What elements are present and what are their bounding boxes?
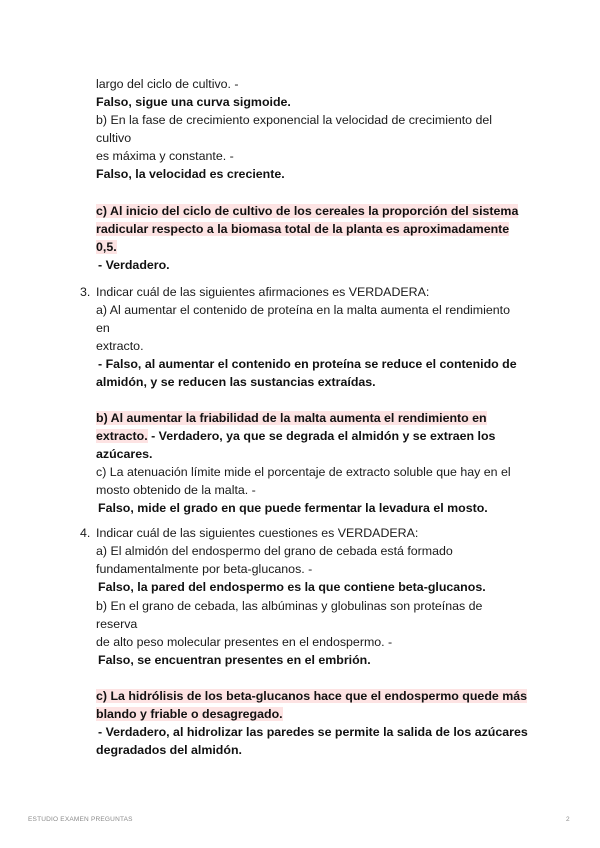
answer-line: azúcares. bbox=[96, 447, 153, 461]
correct-option-line bbox=[96, 220, 509, 238]
text-line: en bbox=[96, 321, 110, 335]
text-line: extracto. bbox=[96, 339, 144, 353]
answer-line: - Falso, al aumentar el contenido en proteína se reduce el contenido de bbox=[98, 357, 517, 371]
correct-option-line bbox=[96, 687, 527, 705]
text-line: de alto peso molecular presentes en el endospermo. - bbox=[96, 635, 393, 649]
text-line: es máxima y constante. - bbox=[96, 149, 234, 163]
highlight-span: c) La hidrólisis de los beta-glucanos hace que el endospermo quede más bbox=[96, 689, 528, 703]
footer-title: ESTUDIO EXAMEN PREGUNTAS bbox=[28, 816, 133, 823]
highlight-span: 0,5. bbox=[96, 240, 117, 254]
text-line: a) El almidón del endospermo del grano de cebada está formado bbox=[96, 544, 453, 558]
answer-line: Falso, mide el grado en que puede fermentar la levadura el mosto. bbox=[98, 501, 488, 515]
highlight-span: blando y friable o desagregado. bbox=[96, 707, 283, 721]
answer-line: Falso, la pared del endospermo es la que contiene beta-glucanos. bbox=[98, 580, 486, 594]
highlight-span: c) Al inicio del ciclo de cultivo de los cereales la proporción del sistema bbox=[96, 204, 519, 218]
question-number: 3. bbox=[80, 285, 91, 299]
text-line: b) En la fase de crecimiento exponencial la velocidad de crecimiento del bbox=[96, 113, 493, 127]
text-line: b) En el grano de cebada, las albúminas y globulinas son proteínas de bbox=[96, 599, 483, 613]
answer-line: Falso, la velocidad es creciente. bbox=[96, 167, 285, 181]
question-title: Indicar cuál de las siguientes afirmaciones es VERDADERA: bbox=[96, 285, 430, 299]
answer-line: Falso, sigue una curva sigmoide. bbox=[96, 95, 291, 109]
answer-line: - Verdadero. bbox=[98, 258, 170, 272]
correct-option-line bbox=[96, 705, 283, 723]
highlight-span: b) Al aumentar la friabilidad de la malta aumenta el rendimiento en bbox=[96, 411, 487, 425]
highlight-span: radicular respecto a la biomasa total de la planta es aproximadamente bbox=[96, 222, 510, 236]
answer-span: - Verdadero, ya que se degrada el almidón y se extraen los bbox=[151, 429, 496, 443]
correct-option-line bbox=[96, 409, 487, 427]
answer-line: Falso, se encuentran presentes en el embrión. bbox=[98, 653, 371, 667]
text-line: a) Al aumentar el contenido de proteína en la malta aumenta el rendimiento bbox=[96, 303, 510, 317]
highlight-span: extracto. bbox=[96, 429, 148, 443]
text-line: c) La atenuación límite mide el porcentaje de extracto soluble que hay en el bbox=[96, 465, 511, 479]
answer-line: almidón, y se reducen las sustancias extraídas. bbox=[96, 375, 376, 389]
text-line: cultivo bbox=[96, 131, 132, 145]
question-number: 4. bbox=[80, 526, 91, 540]
answer-line: degradados del almidón. bbox=[96, 743, 242, 757]
text-line: reserva bbox=[96, 617, 138, 631]
page-number: 2 bbox=[566, 816, 570, 823]
correct-option-line bbox=[96, 427, 495, 445]
text-line: mosto obtenido de la malta. - bbox=[96, 483, 256, 497]
correct-option-line bbox=[96, 238, 117, 256]
question-title: Indicar cuál de las siguientes cuestiones es VERDADERA: bbox=[96, 526, 419, 540]
text-line: largo del ciclo de cultivo. - bbox=[96, 77, 239, 91]
correct-option-line bbox=[96, 202, 518, 220]
answer-line: - Verdadero, al hidrolizar las paredes se permite la salida de los azúcares bbox=[98, 725, 528, 739]
text-line: fundamentalmente por beta-glucanos. - bbox=[96, 562, 313, 576]
